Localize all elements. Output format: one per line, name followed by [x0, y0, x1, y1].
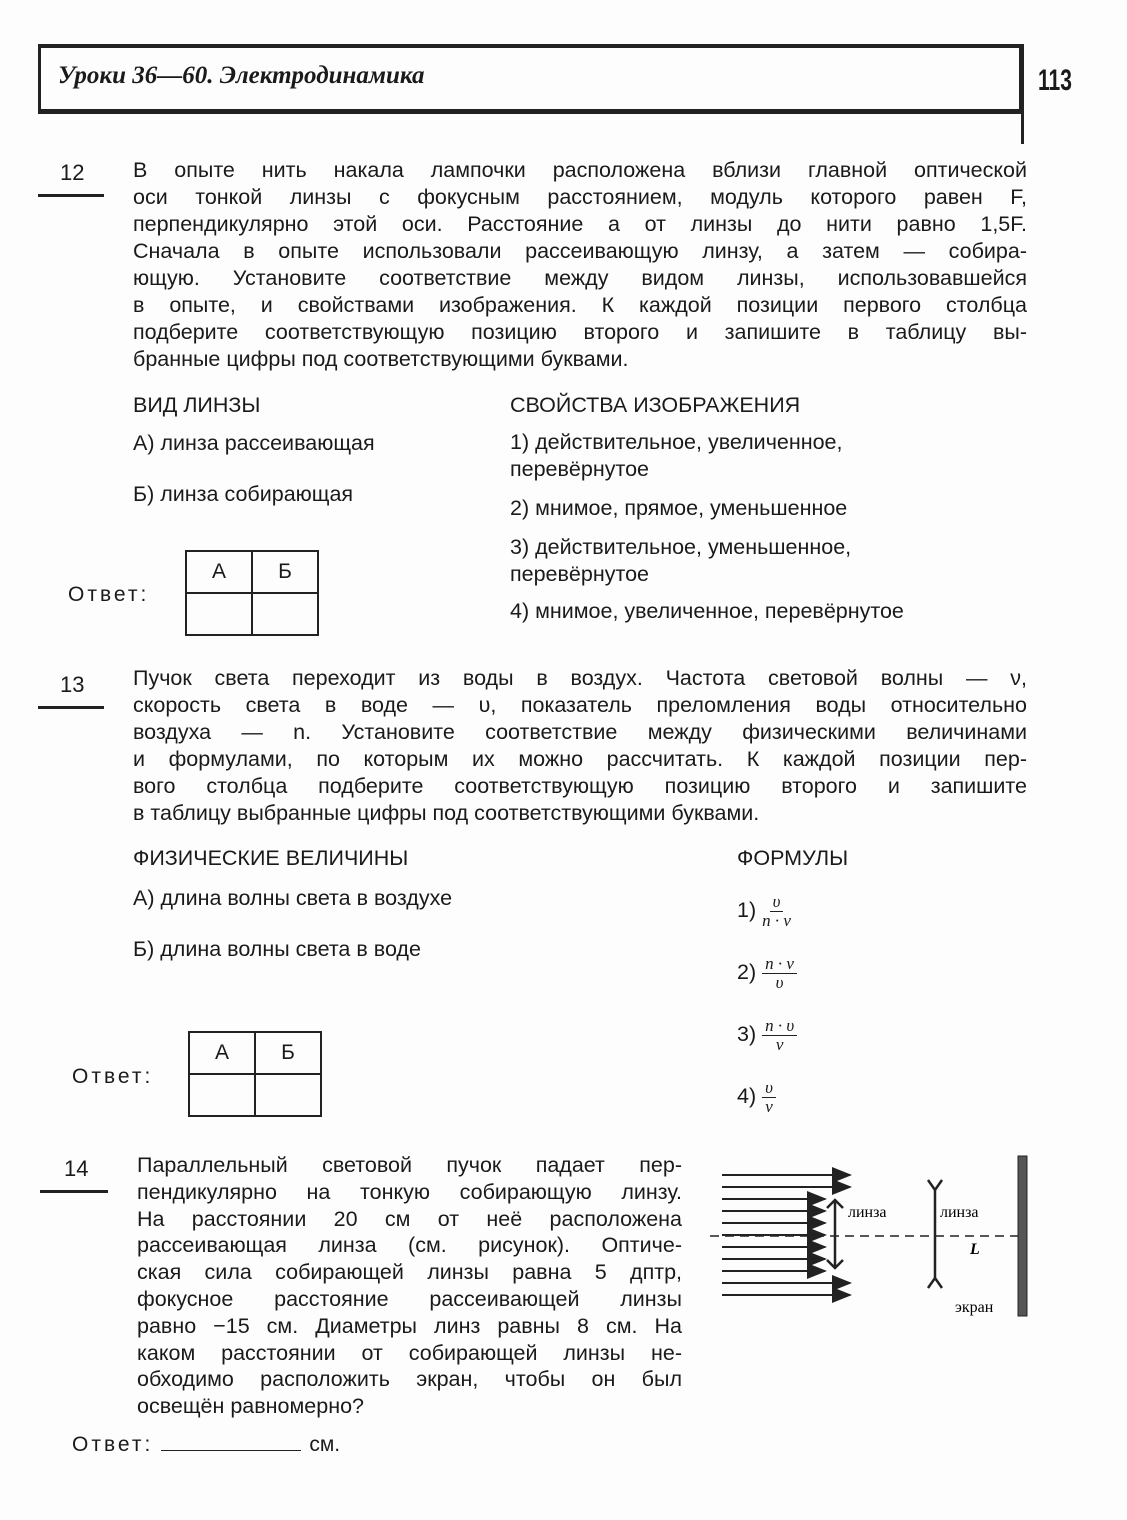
- text-line: В опыте нить накала лампочки расположена вблизи главной оптической: [133, 158, 1027, 182]
- answer-row: [72, 1433, 340, 1457]
- denominator: ν: [775, 1035, 784, 1054]
- column-header: ФОРМУЛЫ: [737, 846, 849, 870]
- text-line: каком расстоянии от собирающей линзы не-: [137, 1340, 682, 1365]
- text-line: ская сила собирающей линзы равна 5 дптр,: [137, 1260, 682, 1285]
- list-item: 1) действительное, увеличенное,: [510, 430, 843, 454]
- answer-blank[interactable]: [161, 1450, 301, 1451]
- screen: [1018, 1156, 1027, 1316]
- problem-number: 13: [60, 672, 85, 697]
- text-line: фокусное расстояние рассеивающей линзы: [137, 1286, 682, 1311]
- text-line: в таблицу выбранные цифры под соответствующими буквами.: [133, 801, 760, 825]
- answer-unit: см.: [309, 1433, 341, 1456]
- list-item: Б) линза собирающая: [133, 482, 354, 506]
- text-line: рассеивающая линза (см. рисунок). Оптиче-: [137, 1233, 682, 1258]
- lens-diagram: [700, 1150, 1040, 1320]
- text-line: освещён равномерно?: [137, 1394, 364, 1419]
- list-item: А) длина волны света в воздухе: [133, 886, 453, 910]
- screen-label: экран: [955, 1299, 994, 1316]
- table-header: А: [186, 551, 252, 593]
- converging-lens-icon: [827, 1200, 843, 1268]
- answer-label: Ответ:: [72, 1065, 154, 1088]
- text-line: Пучок света переходит из воды в воздух. Частота световой волны — ν,: [133, 666, 1027, 690]
- answer-cell-b[interactable]: [252, 593, 318, 635]
- formula-option: [737, 893, 791, 930]
- text-line: обходимо расположить экран, чтобы он был: [137, 1367, 682, 1392]
- diverging-lens-icon: [928, 1180, 942, 1288]
- numerator: υ: [762, 1079, 776, 1098]
- distance-label: L: [970, 1241, 980, 1258]
- text-line: перпендикулярно этой оси. Расстояние a от линзы до нити равно 1,5F.: [133, 212, 1027, 236]
- answer-cell-b[interactable]: [255, 1074, 321, 1116]
- list-item: 3) действительное, уменьшенное,: [510, 535, 852, 559]
- numerator: n · υ: [762, 1017, 797, 1036]
- column-header: ФИЗИЧЕСКИЕ ВЕЛИЧИНЫ: [133, 846, 409, 870]
- formula-option: [737, 955, 797, 992]
- text-line: Сначала в опыте использовали рассеивающую линзу, а затем — собира-: [133, 239, 1027, 263]
- column-header: ВИД ЛИНЗЫ: [133, 393, 261, 417]
- column-header: СВОЙСТВА ИЗОБРАЖЕНИЯ: [510, 393, 801, 417]
- formula-label: 3): [737, 1022, 757, 1047]
- numerator: υ: [770, 893, 784, 912]
- answer-cell-a[interactable]: [186, 593, 252, 635]
- table-header: Б: [255, 1032, 321, 1074]
- lens-label: линза: [848, 1204, 887, 1221]
- formula-option: [737, 1017, 797, 1054]
- text-line: равно −15 см. Диаметры линз равны 8 см. На: [137, 1313, 682, 1338]
- answer-table: [188, 1031, 322, 1117]
- text-line: оси тонкой линзы с фокусным расстоянием, модуль которого равен F,: [133, 185, 1027, 209]
- page-number: 113: [1038, 64, 1072, 97]
- list-item: перевёрнутое: [510, 457, 649, 481]
- header-divider: [1021, 44, 1024, 144]
- formula-label: 2): [737, 960, 757, 985]
- list-item: перевёрнутое: [510, 562, 649, 586]
- number-rule: [38, 706, 104, 709]
- list-item: 4) мнимое, увеличенное, перевёрнутое: [510, 599, 904, 623]
- list-item: А) линза рассеивающая: [133, 431, 375, 455]
- text-line: подберите соответствующую позицию второго и запишите в таблицу вы-: [133, 320, 1027, 344]
- problem-12-text: [133, 157, 1027, 373]
- numerator: n · ν: [762, 955, 797, 974]
- problem-14-text: [137, 1152, 682, 1420]
- denominator: υ: [775, 973, 784, 992]
- text-line: пендикулярно на тонкую собирающую линзу.: [137, 1179, 682, 1204]
- number-rule: [38, 194, 104, 197]
- text-line: в опыте, и свойствами изображения. К каждой позиции первого столбца: [133, 293, 1027, 317]
- light-rays: [722, 1175, 850, 1295]
- list-item: 2) мнимое, прямое, уменьшенное: [510, 496, 848, 520]
- text-line: бранные цифры под соответствующими буквами.: [133, 347, 629, 371]
- lens-label: линза: [940, 1204, 979, 1221]
- formula-label: 1): [737, 898, 757, 923]
- answer-label: Ответ:: [72, 1433, 154, 1456]
- table-header: А: [189, 1032, 255, 1074]
- text-line: воздуха — n. Установите соответствие между физическими величинами: [133, 720, 1027, 744]
- text-line: ющую. Установите соответствие между видом линзы, использовавшейся: [133, 266, 1027, 290]
- number-rule: [40, 1190, 108, 1193]
- answer-cell-a[interactable]: [189, 1074, 255, 1116]
- answer-label: Ответ:: [68, 583, 150, 606]
- text-line: На расстоянии 20 см от неё расположена: [137, 1206, 682, 1231]
- text-line: Параллельный световой пучок падает пер-: [137, 1153, 682, 1177]
- chapter-title: Уроки 36—60. Электродинамика: [58, 62, 425, 89]
- text-line: скорость света в воде — υ, показатель преломления воды относительно: [133, 693, 1027, 717]
- problem-13-text: [133, 665, 1027, 827]
- denominator: n · ν: [762, 911, 791, 930]
- answer-table: [185, 550, 319, 636]
- fraction: [762, 955, 797, 992]
- list-item: Б) длина волны света в воде: [133, 937, 421, 961]
- fraction: [762, 1017, 797, 1054]
- text-line: и формулами, по которым их можно рассчитать. К каждой позиции пер-: [133, 747, 1027, 771]
- table-header: Б: [252, 551, 318, 593]
- problem-number: 14: [64, 1156, 89, 1181]
- denominator: ν: [765, 1097, 773, 1116]
- text-line: вого столбца подберите соответствующую позицию второго и запишите: [133, 774, 1027, 798]
- formula-option: [737, 1079, 776, 1116]
- fraction: [762, 1079, 776, 1116]
- fraction: [762, 893, 791, 930]
- formula-label: 4): [737, 1084, 757, 1109]
- problem-number: 12: [60, 160, 85, 185]
